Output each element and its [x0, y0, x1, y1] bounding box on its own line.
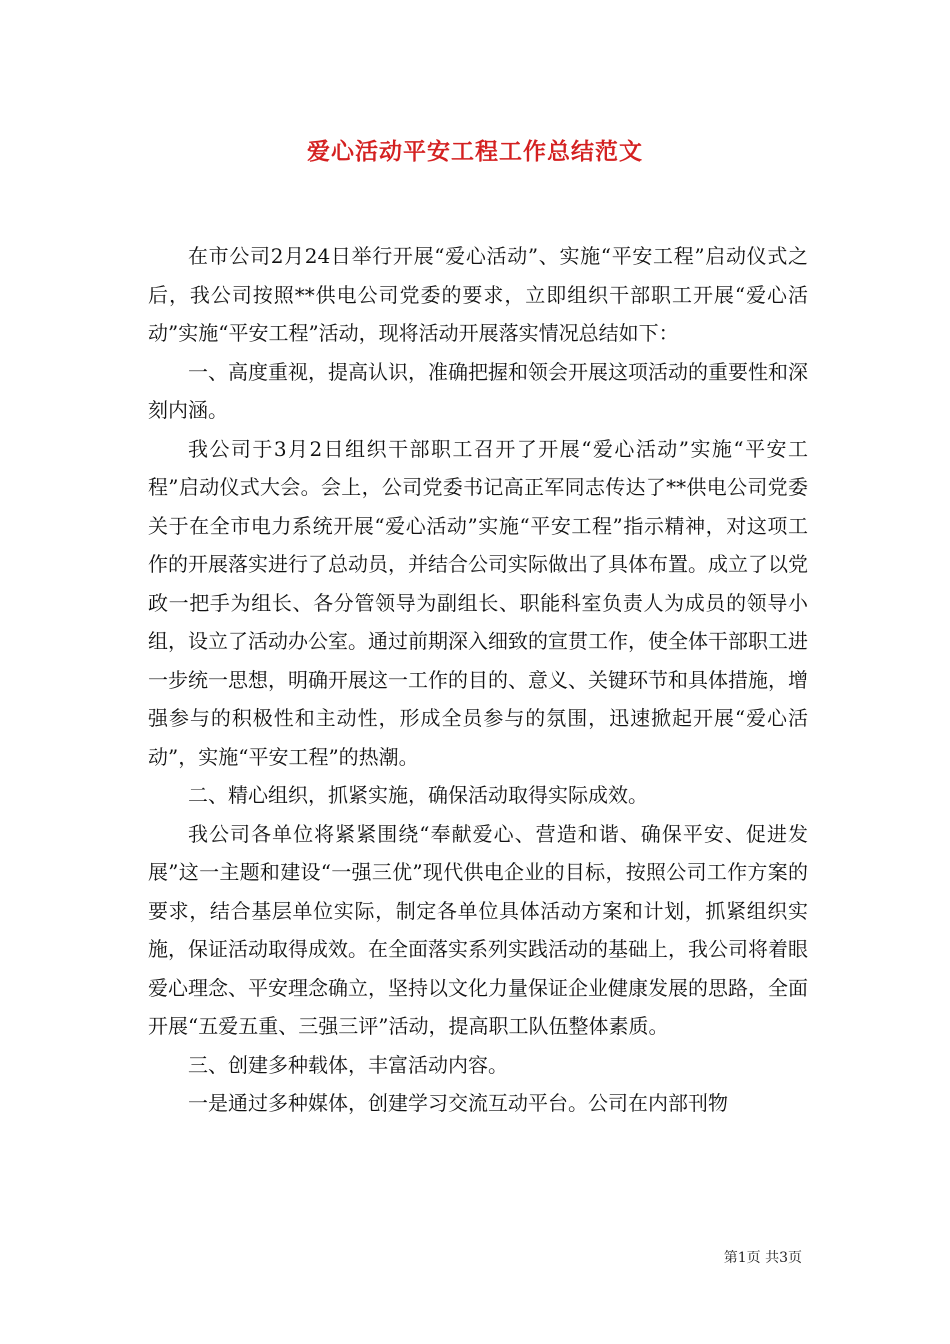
- paragraph-heading-1: 一、高度重视，提高认识，准确把握和领会开展这项活动的重要性和深刻内涵。: [148, 359, 808, 422]
- paragraph-intro: 在市公司2月24日举行开展“爱心活动”、实施“平安工程”启动仪式之后，我公司按照**供电公司党委的要求，立即组织干部职工开展“爱心活动”实施“平安工程”活动，现将活动开展落实情况总结如下：: [148, 244, 808, 345]
- paragraph-heading-3: 三、创建多种载体，丰富活动内容。: [188, 1052, 508, 1077]
- paragraph-section-2: 我公司各单位将紧紧围绕“奉献爱心、营造和谐、确保平安、促进发展”这一主题和建设“一强三优”现代供电企业的目标，按照公司工作方案的要求，结合基层单位实际，制定各单位具体活动方案和计划，抓紧组织实施，保证活动取得成效。在全面落实系列实践活动的基础上，我公司将着眼爱心理念、平安理念确立，坚持以文化力量保证企业健康发展的思路，全面开展“五爱五重、三强三评”活动，提高职工队伍整体素质。: [148, 821, 808, 1038]
- paragraph-section-3: 一是通过多种媒体，创建学习交流互动平台。公司在内部刊物: [188, 1091, 728, 1115]
- page-number: 第1页 共3页: [723, 1250, 802, 1266]
- paragraph-heading-2: 二、精心组织，抓紧实施，确保活动取得实际成效。: [188, 783, 648, 807]
- paragraph-section-1: 我公司于3月2日组织干部职工召开了开展“爱心活动”实施“平安工程”启动仪式大会。会上，公司党委书记高正军同志传达了**供电公司党委关于在全市电力系统开展“爱心活动”实施“平安工程”指示精神，对这项工作的开展落实进行了总动员，并结合公司实际做出了具体布置。成立了以党政一把手为组长、各分管领导为副组长、职能科室负责人为成员的领导小组，设立了活动办公室。通过前期深入细致的宣贯工作，使全体干部职工进一步统一思想，明确开展这一工作的目的、意义、关键环节和具体措施，增强参与的积极性和主动性，形成全员参与的氛围，迅速掀起开展“爱心活动”，实施“平安工程”的热潮。: [148, 436, 808, 769]
- document-title: 爱心活动平安工程工作总结范文: [307, 138, 643, 165]
- document-body: [148, 237, 808, 1123]
